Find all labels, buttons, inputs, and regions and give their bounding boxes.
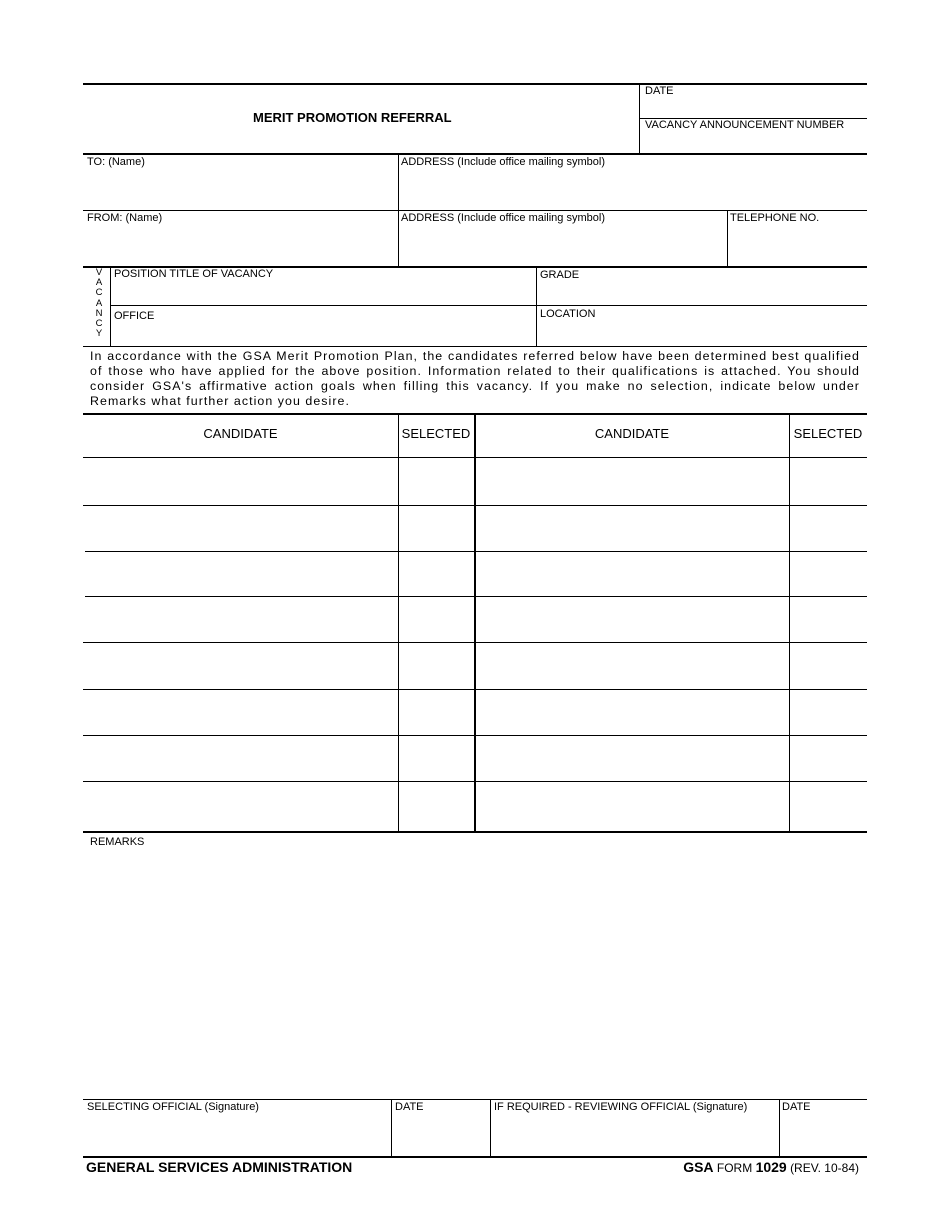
telephone-field[interactable] [729, 226, 866, 265]
grade-label: GRADE [540, 269, 580, 281]
location-field[interactable] [538, 322, 866, 345]
candidate-header-right: CANDIDATE [594, 426, 670, 441]
grade-field[interactable] [538, 283, 866, 304]
to-address-field[interactable] [400, 170, 866, 209]
form-number: 1029 [755, 1159, 787, 1175]
office-field[interactable] [112, 324, 534, 345]
location-label: LOCATION [540, 308, 596, 320]
from-name-label: FROM: (Name) [87, 212, 163, 224]
table-row[interactable] [84, 644, 867, 688]
remarks-field[interactable] [84, 852, 867, 1096]
office-label: OFFICE [114, 310, 155, 322]
position-title-label: POSITION TITLE OF VACANCY [114, 268, 274, 280]
form-revision: (REV. 10-84) [790, 1161, 859, 1175]
gsa-label: GSA [683, 1159, 714, 1175]
vacancy-announcement-field[interactable] [640, 133, 867, 153]
from-address-field[interactable] [400, 226, 725, 265]
table-row[interactable] [84, 783, 867, 830]
selected-header-left: SELECTED [401, 426, 471, 441]
remarks-label: REMARKS [90, 836, 145, 848]
table-row[interactable] [84, 507, 867, 550]
position-title-field[interactable] [112, 282, 534, 304]
date-label: DATE [645, 85, 674, 97]
candidate-header-left: CANDIDATE [203, 426, 278, 441]
form-word: FORM [716, 1161, 753, 1175]
table-row[interactable] [84, 459, 867, 504]
selecting-official-signature[interactable] [84, 1115, 389, 1155]
selecting-official-label: SELECTING OFFICIAL (Signature) [87, 1101, 259, 1113]
vacancy-announcement-label: VACANCY ANNOUNCEMENT NUMBER [645, 119, 845, 131]
to-name-label: TO: (Name) [87, 156, 145, 168]
selected-header-right: SELECTED [793, 426, 863, 441]
vacancy-vertical-label: V A C A N C Y [95, 267, 103, 340]
form-title: MERIT PROMOTION REFERRAL [253, 110, 452, 125]
telephone-label: TELEPHONE NO. [730, 212, 820, 224]
instructions-text: In accordance with the GSA Merit Promotion Plan, the candidates referred below have been determined best qualified of those who have applied for the above position. Information related to their qualifications is attached. You should consider GSA's affirmative action goals when filling this vacancy. If you make no selection, indicate below under Remarks what further action you desire. [90, 349, 860, 408]
reviewing-official-label: IF REQUIRED - REVIEWING OFFICIAL (Signature) [494, 1101, 748, 1113]
agency-name: GENERAL SERVICES ADMINISTRATION [86, 1159, 353, 1175]
table-row[interactable] [84, 553, 867, 595]
signature-date-label: DATE [395, 1101, 424, 1113]
to-address-label: ADDRESS (Include office mailing symbol) [401, 156, 605, 168]
from-address-label: ADDRESS (Include office mailing symbol) [401, 212, 605, 224]
from-name-field[interactable] [84, 226, 396, 265]
reviewing-official-signature[interactable] [492, 1115, 777, 1155]
signature-date-field[interactable] [393, 1115, 488, 1155]
review-date-label: DATE [782, 1101, 811, 1113]
table-row[interactable] [84, 598, 867, 641]
to-name-field[interactable] [84, 170, 396, 209]
review-date-field[interactable] [781, 1115, 866, 1155]
table-row[interactable] [84, 737, 867, 780]
form-identifier [683, 1159, 859, 1175]
table-row[interactable] [84, 691, 867, 734]
date-field[interactable] [640, 98, 867, 117]
